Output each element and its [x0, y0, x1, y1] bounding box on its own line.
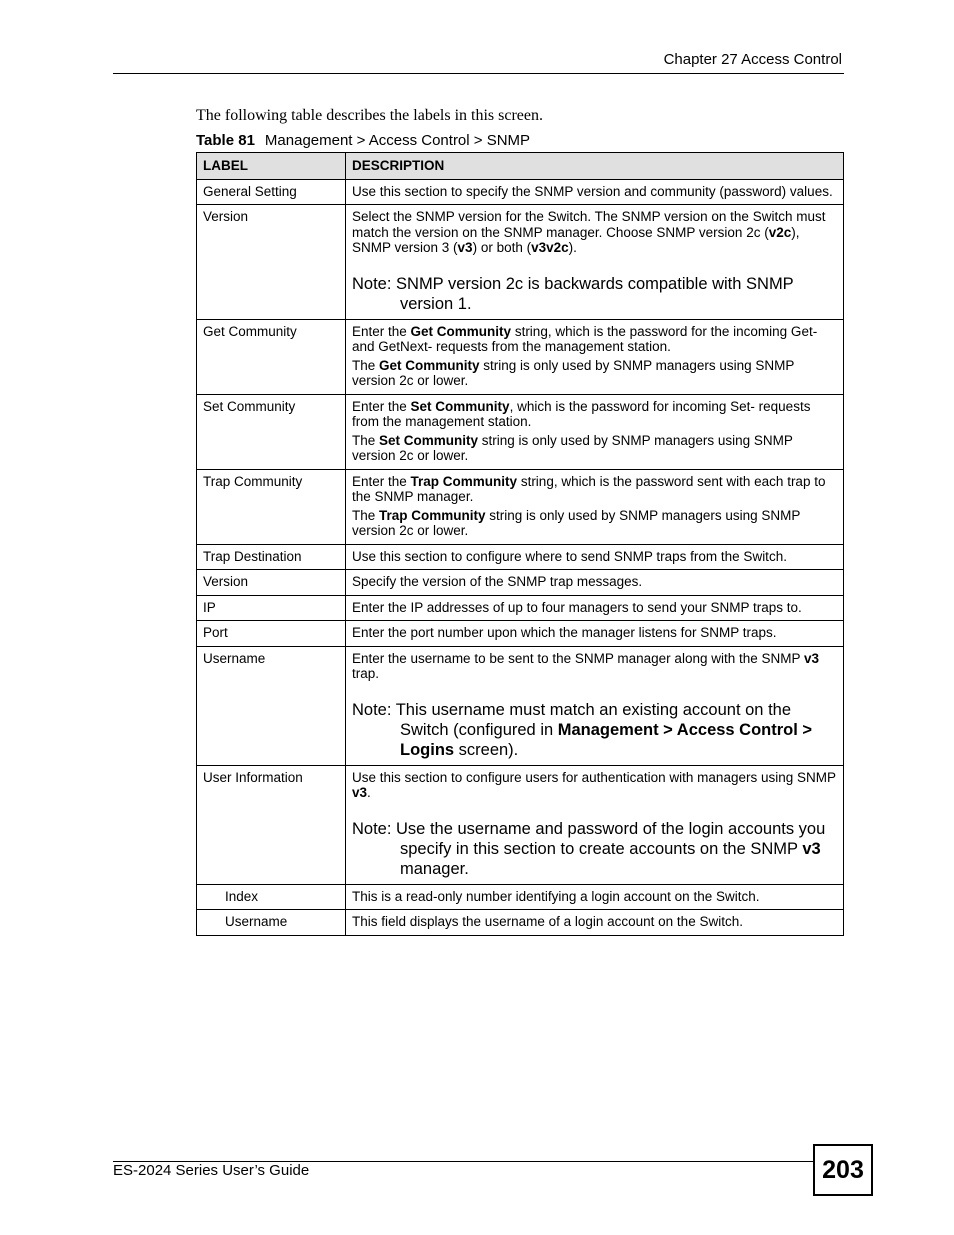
row-description [346, 205, 844, 320]
description-paragraph: Use this section to configure users for authentication with managers using SNMP v3. [352, 769, 836, 800]
table-body [197, 179, 844, 935]
description-paragraph: The Get Community string is only used by SNMP managers using SNMP version 2c or lower. [352, 357, 795, 388]
table-row [197, 394, 844, 469]
column-header-label: LABEL [197, 153, 346, 180]
column-header-description: DESCRIPTION [346, 153, 844, 180]
table-row [197, 205, 844, 320]
table-row [197, 469, 844, 544]
row-description [346, 646, 844, 765]
row-label: Port [197, 621, 346, 647]
row-description [346, 621, 844, 647]
table-row [197, 910, 844, 936]
row-label: Version [197, 570, 346, 596]
note-text: Note: SNMP version 2c is backwards compatible with SNMP version 1. [352, 274, 794, 313]
header-rule [113, 73, 844, 74]
intro-text: The following table describes the labels in this screen. [196, 107, 544, 124]
row-description [346, 910, 844, 936]
row-label: Version [197, 205, 346, 320]
description-paragraph: This is a read-only number identifying a login account on the Switch. [352, 888, 760, 904]
description-paragraph: Use this section to specify the SNMP version and community (password) values. [352, 183, 833, 199]
table-row [197, 319, 844, 394]
description-paragraph: The Trap Community string is only used by SNMP managers using SNMP version 2c or lower. [352, 507, 801, 538]
description-paragraph: Enter the Set Community, which is the password for incoming Set- requests from the management station. [352, 398, 811, 429]
row-label: IP [197, 595, 346, 621]
row-label: Index [197, 884, 346, 910]
description-paragraph: This field displays the username of a login account on the Switch. [352, 914, 743, 929]
row-label: Username [197, 646, 346, 765]
description-paragraph: Select the SNMP version for the Switch. The SNMP version on the Switch must match the version on the SNMP manager. Choose SNMP version 2c (v2c), SNMP version 3 (v3) or both (v3v2c). [352, 209, 826, 255]
table-row [197, 179, 844, 205]
table-row [197, 765, 844, 884]
row-label: User Information [197, 765, 346, 884]
table-row [197, 884, 844, 910]
description-paragraph: Enter the Get Community string, which is the password for the incoming Get- and GetNext- requests from the management station. [352, 323, 818, 354]
description-paragraph: Enter the IP addresses of up to four managers to send your SNMP traps to. [352, 599, 802, 615]
table-number: Table 81 [196, 132, 255, 149]
table-row [197, 570, 844, 596]
guide-title: ES-2024 Series User’s Guide [113, 1162, 310, 1179]
row-label: Get Community [197, 319, 346, 394]
labels-table [196, 152, 844, 936]
row-label: Set Community [197, 394, 346, 469]
table-row [197, 595, 844, 621]
description-paragraph: Enter the username to be sent to the SNMP manager along with the SNMP v3 trap. [352, 650, 820, 681]
row-label: Trap Community [197, 469, 346, 544]
row-label: General Setting [197, 179, 346, 205]
page-number: 203 [813, 1144, 873, 1196]
row-description [346, 570, 844, 596]
row-description [346, 544, 844, 570]
row-description [346, 595, 844, 621]
note-text: Note: Use the username and password of the login accounts you specify in this section to create accounts on the SNMP v3 manager. [352, 819, 826, 878]
table-header-row [197, 153, 844, 180]
table-title: Management > Access Control > SNMP [264, 132, 531, 149]
description-paragraph: Specify the version of the SNMP trap messages. [352, 574, 643, 589]
table-caption [196, 132, 530, 149]
note-text: Note: This username must match an existing account on the Switch (configured in Management > Access Control > Logins screen). [352, 700, 813, 759]
row-description [346, 765, 844, 884]
row-description [346, 884, 844, 910]
row-description [346, 319, 844, 394]
row-description [346, 179, 844, 205]
table-row [197, 646, 844, 765]
table-row [197, 544, 844, 570]
chapter-header: Chapter 27 Access Control [663, 51, 842, 68]
description-paragraph: The Set Community string is only used by SNMP managers using SNMP version 2c or lower. [352, 432, 793, 463]
description-paragraph: Use this section to configure where to send SNMP traps from the Switch. [352, 548, 787, 564]
row-label: Username [197, 910, 346, 936]
description-paragraph: Enter the port number upon which the manager listens for SNMP traps. [352, 625, 777, 640]
row-label: Trap Destination [197, 544, 346, 570]
row-description [346, 394, 844, 469]
description-paragraph: Enter the Trap Community string, which is the password sent with each trap to the SNMP manager. [352, 473, 826, 504]
table-row [197, 621, 844, 647]
row-description [346, 469, 844, 544]
